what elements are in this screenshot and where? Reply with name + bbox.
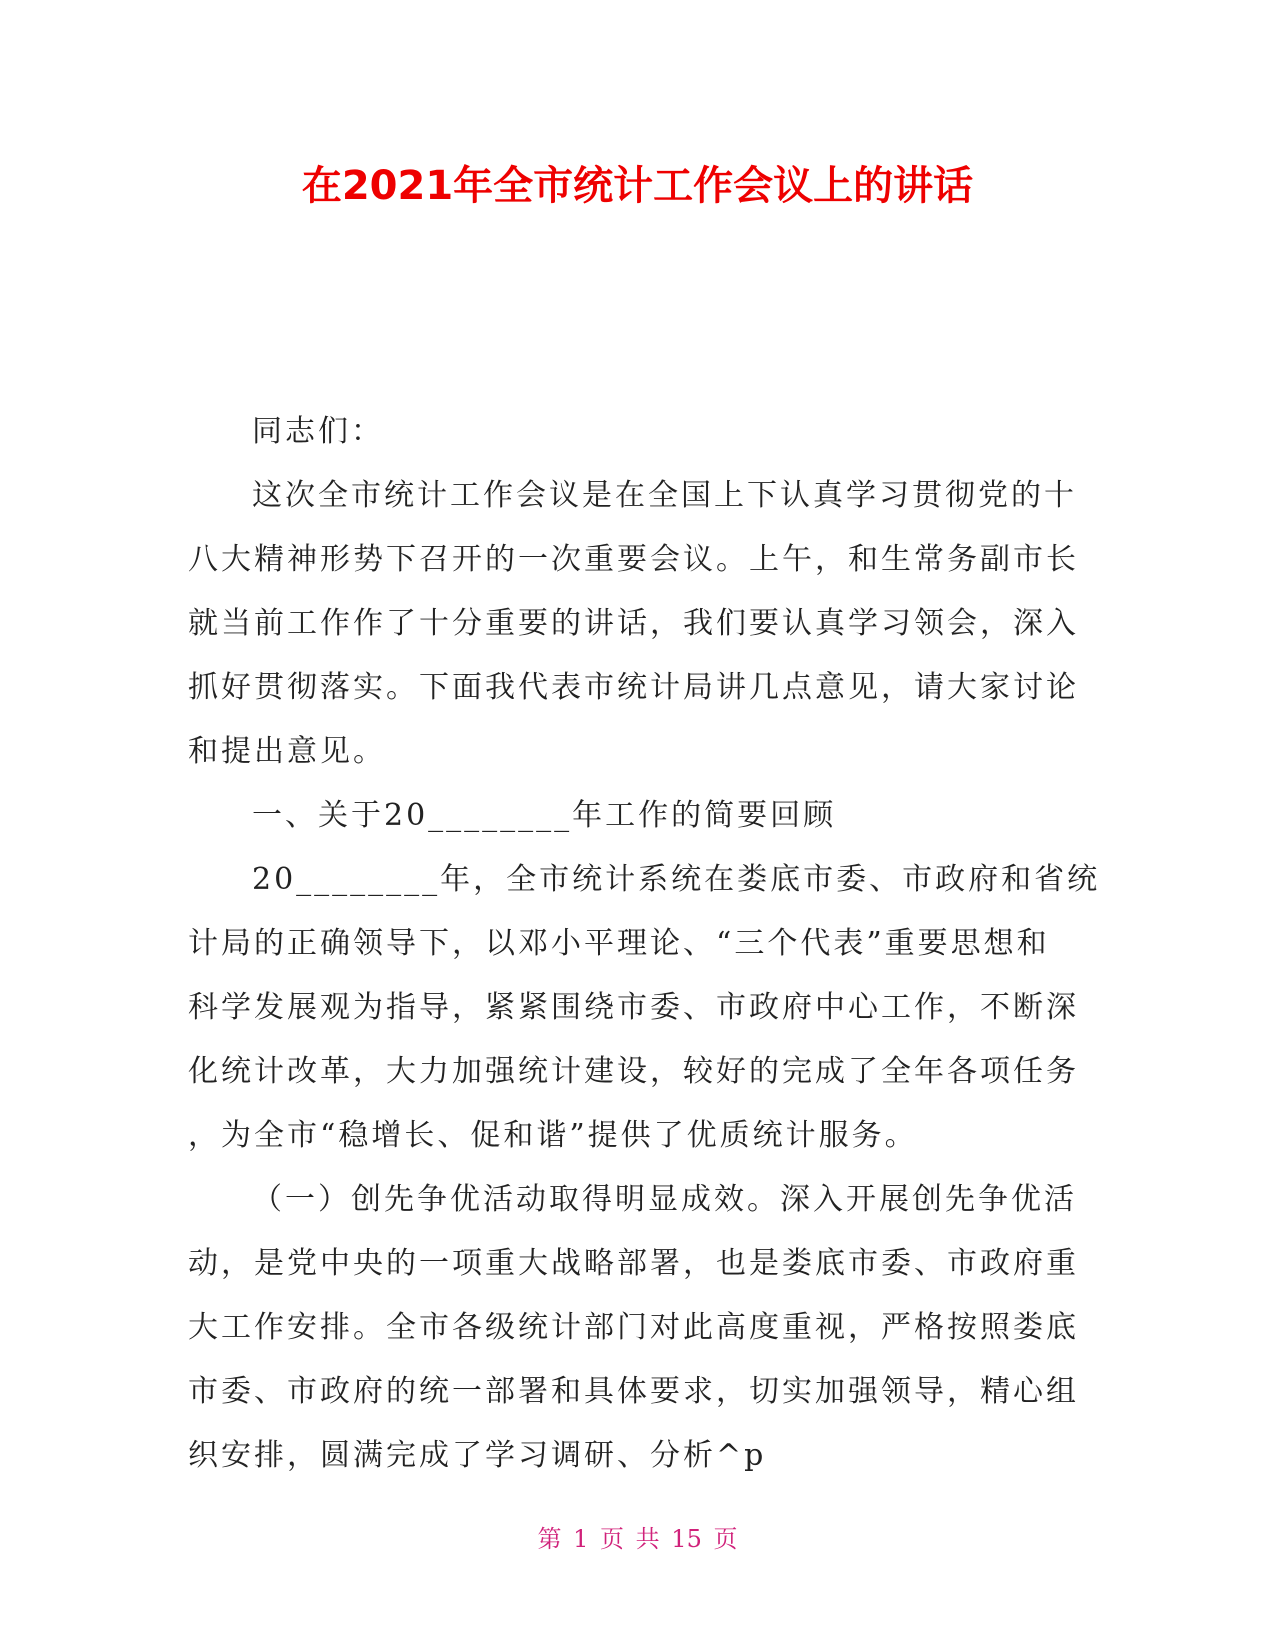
paragraph-line: 抓好贯彻落实。下面我代表市统计局讲几点意见，请大家讨论	[188, 670, 1079, 705]
page-number-footer: 第 1 页 共 15 页	[537, 1525, 738, 1553]
paragraph-line: 就当前工作作了十分重要的讲话，我们要认真学习领会，深入	[188, 606, 1079, 641]
paragraph-line: ，为全市“稳增长、促和谐”提供了优质统计服务。	[188, 1118, 918, 1153]
paragraph-line: 化统计改革，大力加强统计建设，较好的完成了全年各项任务	[188, 1054, 1079, 1089]
paragraph-line: 科学发展观为指导，紧紧围绕市委、市政府中心工作，不断深	[188, 990, 1079, 1025]
paragraph-line: 这次全市统计工作会议是在全国上下认真学习贯彻党的十	[252, 478, 1077, 513]
paragraph-line: 织安排，圆满完成了学习调研、分析^p	[188, 1438, 767, 1473]
paragraph-line: 八大精神形势下召开的一次重要会议。上午，和生常务副市长	[188, 542, 1079, 577]
paragraph-line: 20________年，全市统计系统在娄底市委、市政府和省统	[252, 862, 1101, 897]
salutation: 同志们：	[252, 414, 384, 449]
paragraph-line: 市委、市政府的统一部署和具体要求，切实加强领导，精心组	[188, 1374, 1079, 1409]
paragraph-line: （一）创先争优活动取得明显成效。深入开展创先争优活	[252, 1182, 1077, 1217]
paragraph-line: 动，是党中央的一项重大战略部署，也是娄底市委、市政府重	[188, 1246, 1079, 1281]
document-body	[188, 400, 1101, 1488]
section-heading: 一、关于20________年工作的简要回顾	[252, 798, 837, 833]
paragraph-line: 和提出意见。	[188, 734, 386, 769]
paragraph-line: 大工作安排。全市各级统计部门对此高度重视，严格按照娄底	[188, 1310, 1079, 1345]
paragraph-line: 计局的正确领导下，以邓小平理论、“三个代表”重要思想和	[188, 926, 1050, 961]
document-title: 在2021年全市统计工作会议上的讲话	[301, 163, 974, 209]
